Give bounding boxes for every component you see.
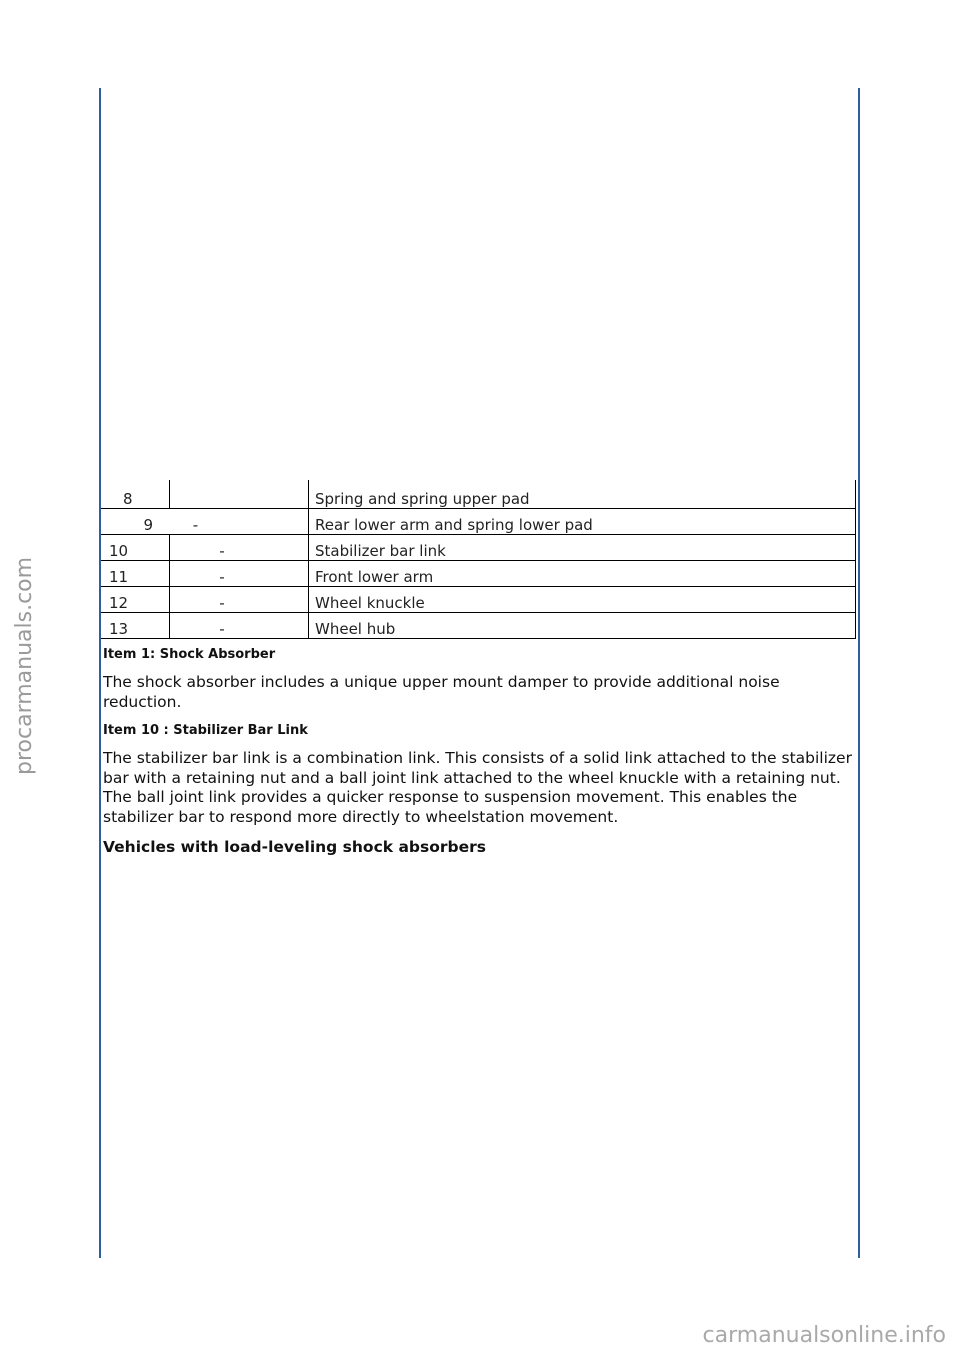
- item-description: Spring and spring upper pad: [309, 480, 856, 509]
- table-row: [101, 613, 856, 639]
- bottom-watermark: carmanualsonline.info: [702, 1323, 946, 1348]
- item-description: Wheel knuckle: [309, 587, 856, 613]
- item-separator: [170, 480, 309, 509]
- item-number: 13: [101, 613, 170, 639]
- side-watermark: procarmanuals.com: [12, 556, 37, 775]
- page-frame-left-line: [99, 88, 101, 1258]
- table-row: [101, 509, 856, 535]
- item10-heading: Item 10 : Stabilizer Bar Link: [103, 723, 308, 738]
- item-separator-cell: [170, 613, 309, 639]
- item-number: 9: [143, 516, 153, 534]
- item-number: 11: [101, 561, 170, 587]
- item-separator: -: [219, 594, 225, 612]
- item-description: Rear lower arm and spring lower pad: [309, 509, 856, 535]
- description-content: [103, 646, 855, 857]
- item-separator: -: [219, 542, 225, 560]
- table-row: [101, 587, 856, 613]
- item1-heading: Item 1: Shock Absorber: [103, 647, 276, 662]
- table-row: [101, 561, 856, 587]
- item-separator: -: [192, 516, 199, 534]
- page-frame-right-line: [858, 88, 860, 1258]
- item1-paragraph: The shock absorber includes a unique upper mount damper to provide additional noise reduction.: [103, 673, 780, 711]
- item-separator-cell: [170, 535, 309, 561]
- item-separator-cell: [170, 561, 309, 587]
- item-description: Stabilizer bar link: [309, 535, 856, 561]
- item-number: 12: [101, 587, 170, 613]
- item-separator: -: [219, 620, 225, 638]
- item-number: 10: [101, 535, 170, 561]
- item10-paragraph: The stabilizer bar link is a combination link. This consists of a solid link attached to the stabilizer bar with a retaining nut and a ball joint link attached to the wheel knuckle with a retaining nut. The ball joint link provides a quicker response to suspension movement. This enables the stabilizer bar to respond more directly to wheelstation movement.: [103, 749, 852, 826]
- item-description: Front lower arm: [309, 561, 856, 587]
- table-row: [101, 535, 856, 561]
- parts-table: [101, 480, 856, 639]
- item-separator-cell: [170, 587, 309, 613]
- item-description: Wheel hub: [309, 613, 856, 639]
- item-number: 8: [101, 480, 170, 509]
- item-separator: -: [219, 568, 225, 586]
- vehicles-heading: Vehicles with load-leveling shock absorbers: [103, 838, 487, 856]
- table-row: [101, 480, 856, 509]
- item-number-cell: [101, 509, 309, 535]
